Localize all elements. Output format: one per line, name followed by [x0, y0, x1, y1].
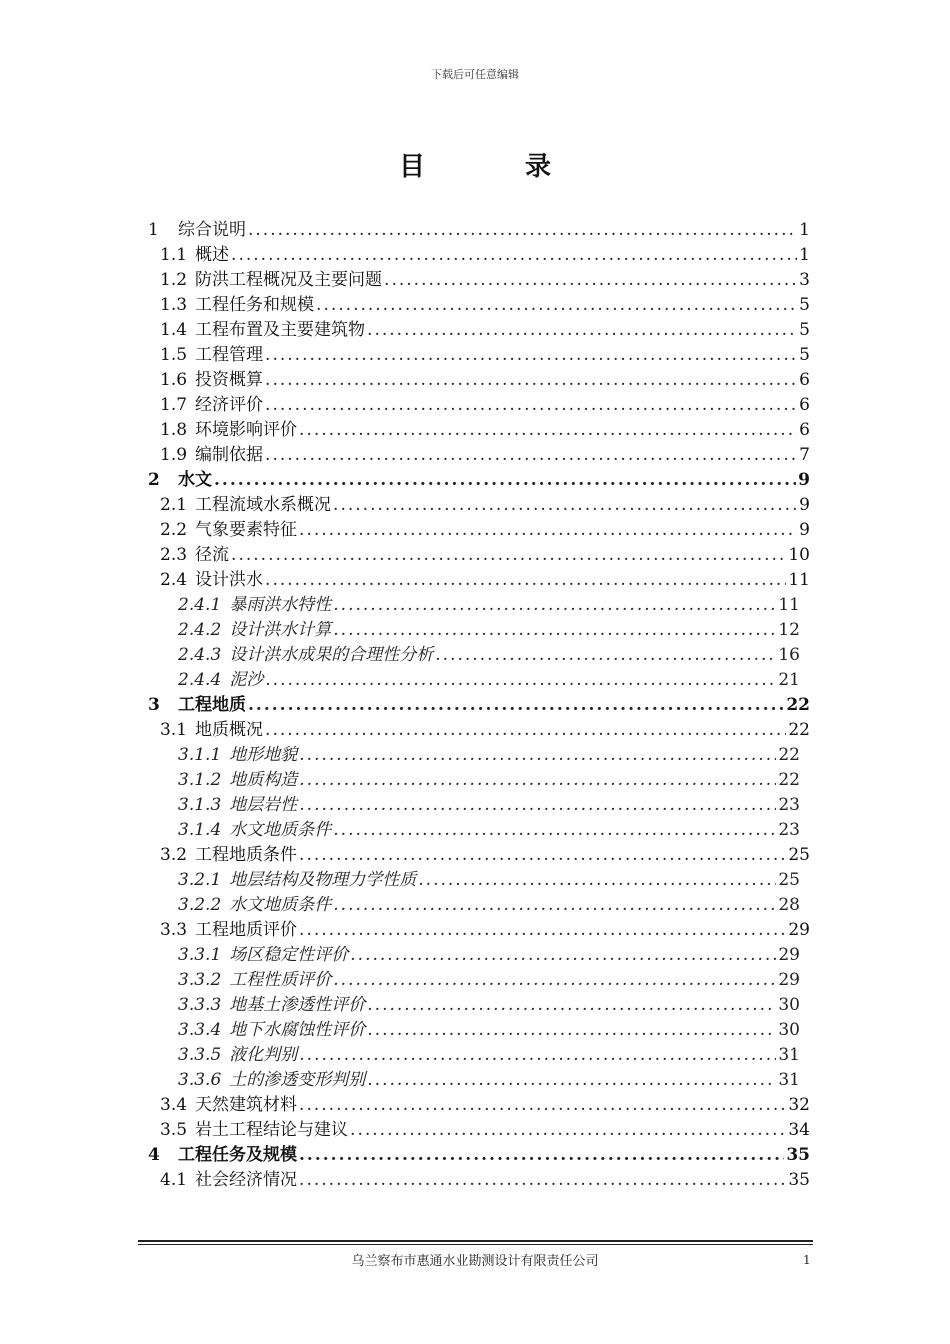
- header-note: 下载后可任意编辑: [431, 68, 519, 81]
- toc-entry-title: 地层结构及物理力学性质: [229, 870, 417, 890]
- toc-dot-leader: [248, 694, 784, 716]
- toc-entry-title: 场区稳定性评价: [229, 945, 349, 965]
- toc-entry-number: 2.1: [160, 495, 188, 515]
- toc-entry-title: 暴雨洪水特性: [229, 595, 332, 615]
- toc-dot-leader: [333, 494, 797, 516]
- toc-entry-number: 3.5: [160, 1120, 188, 1140]
- toc-entry-title: 工程地质评价: [195, 920, 298, 940]
- toc-dot-leader: [333, 619, 776, 641]
- toc-entry-title: 地下水腐蚀性评价: [229, 1020, 366, 1040]
- toc-entry-page: 7: [799, 445, 810, 465]
- toc-dot-leader: [265, 444, 797, 466]
- toc-entry-number: 4.1: [160, 1170, 188, 1190]
- toc-entry-page: 11: [778, 595, 800, 615]
- toc-entry-page: 21: [778, 670, 800, 690]
- toc-entry-title: 环境影响评价: [195, 420, 298, 440]
- toc-entry-title: 设计洪水计算: [229, 620, 332, 640]
- toc-entry-title: 岩土工程结论与建议: [195, 1120, 349, 1140]
- toc-dot-leader: [333, 594, 776, 616]
- toc-entry-title: 投资概算: [195, 370, 264, 390]
- toc-entry-label: [140, 644, 433, 666]
- toc-entry-label: [140, 369, 263, 391]
- toc-entry-page: 9: [799, 520, 810, 540]
- toc-entry-page: 5: [799, 320, 810, 340]
- toc-entry-title: 水文地质条件: [229, 820, 332, 840]
- toc-entry-number: 4: [148, 1145, 160, 1165]
- toc-entry[interactable]: [140, 441, 810, 466]
- toc-entry-label: [140, 219, 246, 241]
- toc-entry[interactable]: [140, 841, 810, 866]
- toc-dot-leader: [231, 544, 786, 566]
- toc-entry-title: 工程布置及主要建筑物: [195, 320, 366, 340]
- toc-entry[interactable]: [140, 266, 810, 291]
- toc-entry-number: 1.4: [160, 320, 188, 340]
- toc-entry-page: 10: [788, 545, 810, 565]
- toc-entry-number: 2.3: [160, 545, 188, 565]
- toc-entry-page: 9: [799, 495, 810, 515]
- toc-entry-title: 土的渗透变形判别: [229, 1070, 366, 1090]
- toc-entry[interactable]: [140, 1041, 810, 1066]
- toc-entry-title: 综合说明: [178, 220, 246, 240]
- toc-entry-label: [140, 1144, 297, 1166]
- toc-entry[interactable]: [140, 766, 810, 791]
- toc-entry-label: [140, 269, 382, 291]
- toc-entry-page: 22: [786, 695, 810, 715]
- toc-entry-number: 1.5: [160, 345, 188, 365]
- table-of-contents: [140, 216, 810, 1191]
- toc-entry-label: [140, 994, 365, 1016]
- toc-entry-number: 2.4.3: [178, 645, 222, 665]
- toc-dot-leader: [367, 1019, 776, 1041]
- toc-entry-number: 3.3.1: [178, 945, 222, 965]
- toc-dot-leader: [299, 419, 797, 441]
- toc-entry-title: 工程任务和规模: [195, 295, 315, 315]
- toc-entry-label: [140, 1019, 365, 1041]
- toc-entry[interactable]: [140, 291, 810, 316]
- toc-entry-title: 泥沙: [229, 670, 264, 690]
- toc-entry-number: 3.1.1: [178, 745, 222, 765]
- toc-entry[interactable]: [140, 1116, 810, 1141]
- toc-dot-leader: [299, 919, 786, 941]
- toc-dot-leader: [231, 244, 797, 266]
- toc-entry-label: [140, 944, 348, 966]
- toc-entry[interactable]: [140, 791, 810, 816]
- toc-entry-label: [140, 919, 297, 941]
- toc-dot-leader: [384, 269, 797, 291]
- toc-entry-number: 2.4.2: [178, 620, 222, 640]
- toc-entry-number: 2.4: [160, 570, 188, 590]
- toc-entry[interactable]: [140, 691, 810, 716]
- toc-entry-label: [140, 719, 263, 741]
- toc-entry-page: 12: [778, 620, 800, 640]
- toc-entry-label: [140, 744, 297, 766]
- toc-entry[interactable]: [140, 241, 810, 266]
- toc-entry[interactable]: [140, 891, 810, 916]
- toc-entry-page: 23: [778, 820, 800, 840]
- toc-entry-label: [140, 669, 263, 691]
- toc-dot-leader: [333, 819, 776, 841]
- toc-dot-leader: [265, 569, 786, 591]
- toc-entry[interactable]: [140, 641, 810, 666]
- toc-entry[interactable]: [140, 516, 810, 541]
- toc-entry-label: [140, 1094, 297, 1116]
- toc-entry-page: 1: [799, 220, 810, 240]
- toc-entry-page: 34: [788, 1120, 810, 1140]
- toc-entry-page: 25: [778, 870, 800, 890]
- toc-entry[interactable]: [140, 666, 810, 691]
- toc-entry-number: 1.2: [160, 270, 188, 290]
- toc-entry-title: 工程任务及规模: [178, 1145, 297, 1165]
- toc-entry-title: 地层岩性: [229, 795, 298, 815]
- toc-entry-title: 工程流域水系概况: [195, 495, 332, 515]
- toc-entry-title: 液化判别: [229, 1045, 298, 1065]
- toc-entry-label: [140, 444, 263, 466]
- toc-entry-page: 22: [778, 745, 800, 765]
- toc-entry-number: 3.2.1: [178, 870, 222, 890]
- toc-entry-label: [140, 419, 297, 441]
- toc-dot-leader: [350, 944, 776, 966]
- toc-entry[interactable]: [140, 716, 810, 741]
- toc-dot-leader: [299, 744, 776, 766]
- toc-entry-label: [140, 869, 416, 891]
- toc-entry-page: 11: [788, 570, 810, 590]
- toc-entry-title: 防洪工程概况及主要问题: [195, 270, 383, 290]
- toc-entry-number: 3.4: [160, 1095, 188, 1115]
- toc-entry-label: [140, 319, 365, 341]
- toc-entry-number: 1.8: [160, 420, 188, 440]
- toc-entry-page: 3: [799, 270, 810, 290]
- toc-entry-title: 设计洪水: [195, 570, 264, 590]
- toc-entry[interactable]: [140, 1166, 810, 1191]
- toc-entry[interactable]: [140, 316, 810, 341]
- toc-entry-page: 28: [778, 895, 800, 915]
- toc-dot-leader: [265, 369, 797, 391]
- toc-entry[interactable]: [140, 366, 810, 391]
- toc-entry-page: 32: [788, 1095, 810, 1115]
- toc-entry-label: [140, 244, 229, 266]
- toc-dot-leader: [265, 669, 776, 691]
- page-title: [0, 146, 950, 183]
- toc-entry-label: [140, 894, 331, 916]
- toc-entry-title: 水文: [178, 470, 212, 490]
- toc-entry-number: 3.2.2: [178, 895, 222, 915]
- toc-entry-label: [140, 769, 297, 791]
- toc-entry-number: 3.1.2: [178, 770, 222, 790]
- toc-entry-title: 工程管理: [195, 345, 264, 365]
- toc-dot-leader: [367, 1069, 776, 1091]
- toc-entry-number: 1.9: [160, 445, 188, 465]
- toc-entry-page: 29: [778, 970, 800, 990]
- toc-entry-label: [140, 1044, 297, 1066]
- toc-dot-leader: [265, 394, 797, 416]
- toc-entry-label: [140, 819, 331, 841]
- footer-rule: [138, 1240, 813, 1245]
- toc-entry[interactable]: [140, 916, 810, 941]
- toc-entry[interactable]: [140, 491, 810, 516]
- toc-entry-label: [140, 1069, 365, 1091]
- toc-entry-title: 编制依据: [195, 445, 264, 465]
- toc-dot-leader: [265, 344, 797, 366]
- toc-entry[interactable]: [140, 591, 810, 616]
- toc-entry-title: 工程性质评价: [229, 970, 332, 990]
- toc-entry-page: 35: [788, 1170, 810, 1190]
- toc-entry-title: 天然建筑材料: [195, 1095, 298, 1115]
- toc-entry-title: 经济评价: [195, 395, 264, 415]
- toc-entry-number: 1.7: [160, 395, 188, 415]
- toc-entry-page: 22: [788, 720, 810, 740]
- toc-entry-label: [140, 394, 263, 416]
- toc-entry-page: 5: [799, 295, 810, 315]
- toc-entry[interactable]: [140, 1066, 810, 1091]
- toc-entry-title: 地基土渗透性评价: [229, 995, 366, 1015]
- toc-entry-title: 工程地质条件: [195, 845, 298, 865]
- toc-entry[interactable]: [140, 991, 810, 1016]
- toc-entry-label: [140, 844, 297, 866]
- toc-entry-number: 3.3.6: [178, 1070, 222, 1090]
- toc-entry-label: [140, 694, 246, 716]
- toc-entry-page: 30: [778, 995, 800, 1015]
- toc-entry-title: 工程地质: [178, 695, 246, 715]
- toc-entry-label: [140, 494, 331, 516]
- toc-entry-label: [140, 969, 331, 991]
- toc-entry[interactable]: [140, 741, 810, 766]
- toc-dot-leader: [299, 1169, 786, 1191]
- toc-dot-leader: [316, 294, 797, 316]
- toc-entry[interactable]: [140, 966, 810, 991]
- toc-dot-leader: [435, 644, 776, 666]
- toc-dot-leader: [418, 869, 776, 891]
- toc-entry-number: 3.2: [160, 845, 188, 865]
- toc-entry-page: 31: [778, 1045, 800, 1065]
- toc-entry-number: 2.2: [160, 520, 188, 540]
- toc-dot-leader: [333, 969, 776, 991]
- toc-entry-number: 3.1.4: [178, 820, 222, 840]
- toc-entry-title: 水文地质条件: [229, 895, 332, 915]
- toc-entry-number: 3.3.5: [178, 1045, 222, 1065]
- toc-entry-page: 23: [778, 795, 800, 815]
- toc-entry-title: 地质概况: [195, 720, 264, 740]
- title-char-2: 录: [525, 152, 552, 182]
- toc-entry-title: 地质构造: [229, 770, 298, 790]
- toc-entry-title: 设计洪水成果的合理性分析: [229, 645, 434, 665]
- toc-dot-leader: [299, 794, 776, 816]
- footer-page-number: 1: [803, 1253, 811, 1267]
- toc-entry-page: 25: [788, 845, 810, 865]
- toc-entry[interactable]: [140, 391, 810, 416]
- toc-entry-number: 3.3.3: [178, 995, 222, 1015]
- toc-dot-leader: [299, 844, 786, 866]
- toc-entry-label: [140, 619, 331, 641]
- toc-dot-leader: [350, 1119, 786, 1141]
- toc-entry-number: 3.3: [160, 920, 188, 940]
- toc-dot-leader: [333, 894, 776, 916]
- toc-entry[interactable]: [140, 541, 810, 566]
- toc-entry-page: 6: [799, 420, 810, 440]
- toc-dot-leader: [299, 1044, 776, 1066]
- toc-entry-number: 1.3: [160, 295, 188, 315]
- toc-entry-number: 3: [148, 695, 160, 715]
- toc-entry-label: [140, 794, 297, 816]
- toc-dot-leader: [367, 994, 776, 1016]
- toc-entry-number: 1.1: [160, 245, 188, 265]
- toc-entry-page: 5: [799, 345, 810, 365]
- toc-entry-page: 35: [786, 1145, 810, 1165]
- toc-entry-number: 2.4.4: [178, 670, 222, 690]
- toc-entry-title: 地形地貌: [229, 745, 298, 765]
- toc-entry-label: [140, 1119, 348, 1141]
- toc-entry-label: [140, 344, 263, 366]
- toc-entry[interactable]: [140, 1091, 810, 1116]
- toc-entry-page: 6: [799, 395, 810, 415]
- toc-dot-leader: [265, 719, 786, 741]
- toc-entry[interactable]: [140, 1141, 810, 1166]
- toc-entry[interactable]: [140, 616, 810, 641]
- toc-entry-number: 3.3.4: [178, 1020, 222, 1040]
- toc-entry-page: 31: [778, 1070, 800, 1090]
- toc-dot-leader: [299, 1094, 786, 1116]
- toc-entry[interactable]: [140, 941, 810, 966]
- title-char-1: 目: [398, 152, 425, 182]
- toc-entry-page: 30: [778, 1020, 800, 1040]
- toc-entry-number: 3.1: [160, 720, 188, 740]
- toc-entry-label: [140, 544, 229, 566]
- toc-entry-page: 16: [778, 645, 800, 665]
- toc-entry-label: [140, 469, 212, 491]
- toc-entry[interactable]: [140, 816, 810, 841]
- toc-entry[interactable]: [140, 466, 810, 491]
- toc-entry-page: 9: [798, 470, 810, 490]
- toc-entry-page: 29: [788, 920, 810, 940]
- toc-entry-label: [140, 519, 297, 541]
- toc-entry-label: [140, 594, 331, 616]
- toc-entry[interactable]: [140, 566, 810, 591]
- toc-entry-number: 1: [148, 220, 159, 240]
- toc-entry-number: 3.1.3: [178, 795, 222, 815]
- toc-entry[interactable]: [140, 866, 810, 891]
- toc-entry-title: 社会经济情况: [195, 1170, 298, 1190]
- toc-entry-label: [140, 294, 314, 316]
- footer-company: 乌兰察布市惠通水业勘测设计有限责任公司: [351, 1254, 599, 1269]
- toc-entry-number: 3.3.2: [178, 970, 222, 990]
- toc-entry-title: 概述: [195, 245, 230, 265]
- toc-dot-leader: [299, 1144, 784, 1166]
- toc-entry[interactable]: [140, 216, 810, 241]
- toc-entry-page: 6: [799, 370, 810, 390]
- toc-entry-title: 气象要素特征: [195, 520, 298, 540]
- toc-entry-page: 1: [799, 245, 810, 265]
- toc-entry-title: 径流: [195, 545, 230, 565]
- toc-dot-leader: [248, 219, 797, 241]
- toc-entry-label: [140, 1169, 297, 1191]
- toc-entry-page: 22: [778, 770, 800, 790]
- toc-dot-leader: [299, 769, 776, 791]
- toc-entry-label: [140, 569, 263, 591]
- toc-entry-number: 1.6: [160, 370, 188, 390]
- toc-entry[interactable]: [140, 1016, 810, 1041]
- toc-entry[interactable]: [140, 341, 810, 366]
- toc-entry-page: 29: [778, 945, 800, 965]
- toc-entry[interactable]: [140, 416, 810, 441]
- toc-dot-leader: [214, 469, 796, 491]
- toc-dot-leader: [299, 519, 797, 541]
- toc-dot-leader: [367, 319, 797, 341]
- toc-entry-number: 2: [148, 470, 160, 490]
- toc-entry-number: 2.4.1: [178, 595, 222, 615]
